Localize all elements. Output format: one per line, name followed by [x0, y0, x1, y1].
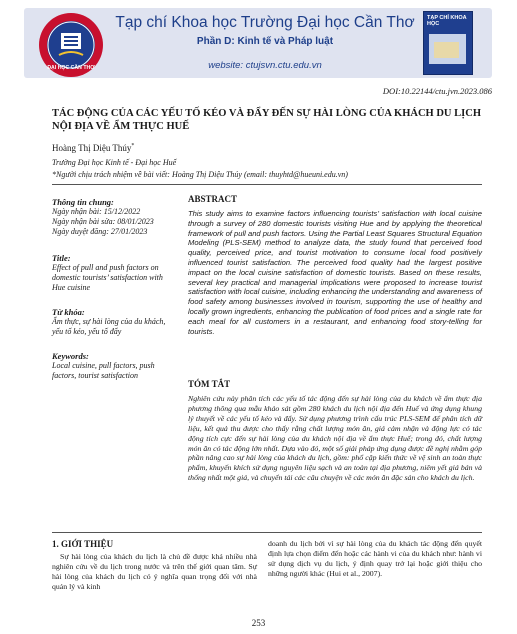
keywords-en-text: Local cuisine, pull factors, push factors, tourist satisfaction — [52, 361, 155, 380]
keywords-en-heading: Keywords: — [52, 351, 89, 361]
journal-title: Tạp chí Khoa học Trường Đại học Cần Thơ — [115, 14, 415, 31]
journal-website[interactable]: website: ctujsvn.ctu.edu.vn — [208, 60, 322, 71]
keywords-en-block — [52, 351, 170, 381]
keywords-vi-text: Ẩm thực, sự hài lòng của du khách, yếu tố kéo, yếu tố đẩy — [52, 317, 166, 336]
accepted-date: Ngày duyệt đăng: 27/01/2023 — [52, 227, 148, 236]
english-title-block — [52, 253, 170, 293]
summary-heading: TÓM TẮT — [188, 379, 231, 389]
abstract-block — [188, 194, 482, 336]
logo-left-text: ĐẠI HỌC CẦN THƠ — [47, 65, 95, 71]
keywords-vi-heading: Từ khóa: — [52, 307, 85, 317]
author-line — [52, 143, 134, 153]
author-name: Hoàng Thị Diệu Thúy — [52, 143, 132, 153]
logo-right-text: TẠP CHÍ KHOA HỌC — [427, 15, 467, 27]
english-title-text: Effect of pull and push factors on domestic tourists’ satisfaction with Hue cuisine — [52, 263, 163, 292]
keywords-vi-block — [52, 307, 170, 337]
english-title-heading: Title: — [52, 253, 71, 263]
cover-image-detail — [434, 42, 459, 58]
page-number: 253 — [251, 618, 266, 628]
journal-cover-icon — [423, 11, 473, 75]
divider — [52, 532, 482, 533]
summary-block — [188, 379, 482, 483]
info-heading: Thông tin chung: — [52, 197, 114, 207]
author-mark: * — [131, 143, 135, 149]
university-logo-icon — [37, 11, 105, 79]
article-title: TÁC ĐỘNG CỦA CÁC YẾU TỐ KÉO VÀ ĐẨY ĐẾN SỰ HÀI LÒNG CỦA KHÁCH DU LỊCH NỘI ĐỊA VỀ ẨM THỰC HUẾ — [52, 108, 481, 132]
revised-date: Ngày nhận bài sửa: 08/01/2023 — [52, 217, 154, 226]
abstract-heading: ABSTRACT — [188, 194, 238, 204]
abstract-text: This study aims to examine factors influencing tourists’ satisfaction with local cuisine through a survey of 280 domestic tourists visiting Hue and by applying the theoretical framework of pull and push factors. Using the Partial Least Squares Structural Equation Modeling (PLS-SEM) method to analyze data, the study found that perceived food quality, perceived price, and tourist motivation to consume local food positively influenced tourist satisfaction. The perceived food quality had the largest positive impact on the local cuisine satisfaction of domestic tourists. Based on these results, several key practical and managerial implications were proposed to increase tourist satisfaction with local cuisine, including enhancing the understanding and awareness of food safety among businesses involved in tourism, supporting the use of healthy and locally grown ingredients, enhancing the publication of food prices and a single rate for each meal for all customers in a restaurant, and enhancing food story-telling for tourists. — [188, 209, 482, 336]
correspondence: *Người chịu trách nhiệm về bài viết: Hoàng Thị Diệu Thúy (email: thuyhtd@hueuni.edu.vn) — [52, 170, 348, 179]
divider — [52, 184, 482, 185]
intro-right-text: doanh du lịch bởi vì sự hài lòng của du khách tác động đến quyết định lựa chọn điểm đến hoặc các hành vi của du khách như: hành vi sử dụng dịch vụ du lịch, ý định quay trở lại hoặc giới thiệu cho những người khác (Hui et al., 2007). — [268, 539, 482, 578]
journal-section: Phần D: Kinh tế và Pháp luật — [196, 36, 334, 47]
intro-heading: 1. GIỚI THIỆU — [52, 539, 114, 549]
received-date: Ngày nhận bài: 15/12/2022 — [52, 207, 141, 216]
info-block — [52, 197, 170, 237]
doi[interactable]: DOI:10.22144/ctu.jvn.2023.086 — [382, 86, 492, 96]
affiliation: Trường Đại học Kinh tế - Đại học Huế — [52, 158, 177, 167]
intro-left-text: Sự hài lòng của khách du lịch là chủ đề được khá nhiều nhà nghiên cứu về du lịch trong nước và trên thế giới quan tâm. Sự hài lòng của khách du lịch có ý nghĩa quan trọng đối với nhà quản lý và kinh — [52, 552, 257, 591]
summary-text: Nghiên cứu này phân tích các yếu tố tác động đến sự hài lòng của du khách về ẩm thực địa phương thông qua mẫu khảo sát gồm 280 khách du lịch nội địa đến Huế và ứng dụng khung lý thuyết về các yếu tố kéo và đẩy. Sử dụng phương trình cấu trúc PLS-SEM để phân tích dữ liệu, kết quả thu được cho thấy rằng chất lượng món ăn, giá cảm nhận và động lực có tác động tích cực đến sự hài lòng của du khách nội địa về ẩm thực Huế; trong đó, chất lượng món ăn có tác động lớn nhất. Dựa vào đó, một số giải pháp ứng dụng được đề nghị nhằm góp phần nâng cao sự hài lòng của khách du lịch, gồm: phổ cập kiến thức về vệ sinh an toàn thực phẩm, khuyến khích sử dụng nguyên liệu sạch và an toàn tại địa phương, niêm yết giá bán và thống nhất một giá, và chuyển tải các câu chuyện về các món ăn đặc sản cho khách du lịch. — [188, 394, 482, 483]
